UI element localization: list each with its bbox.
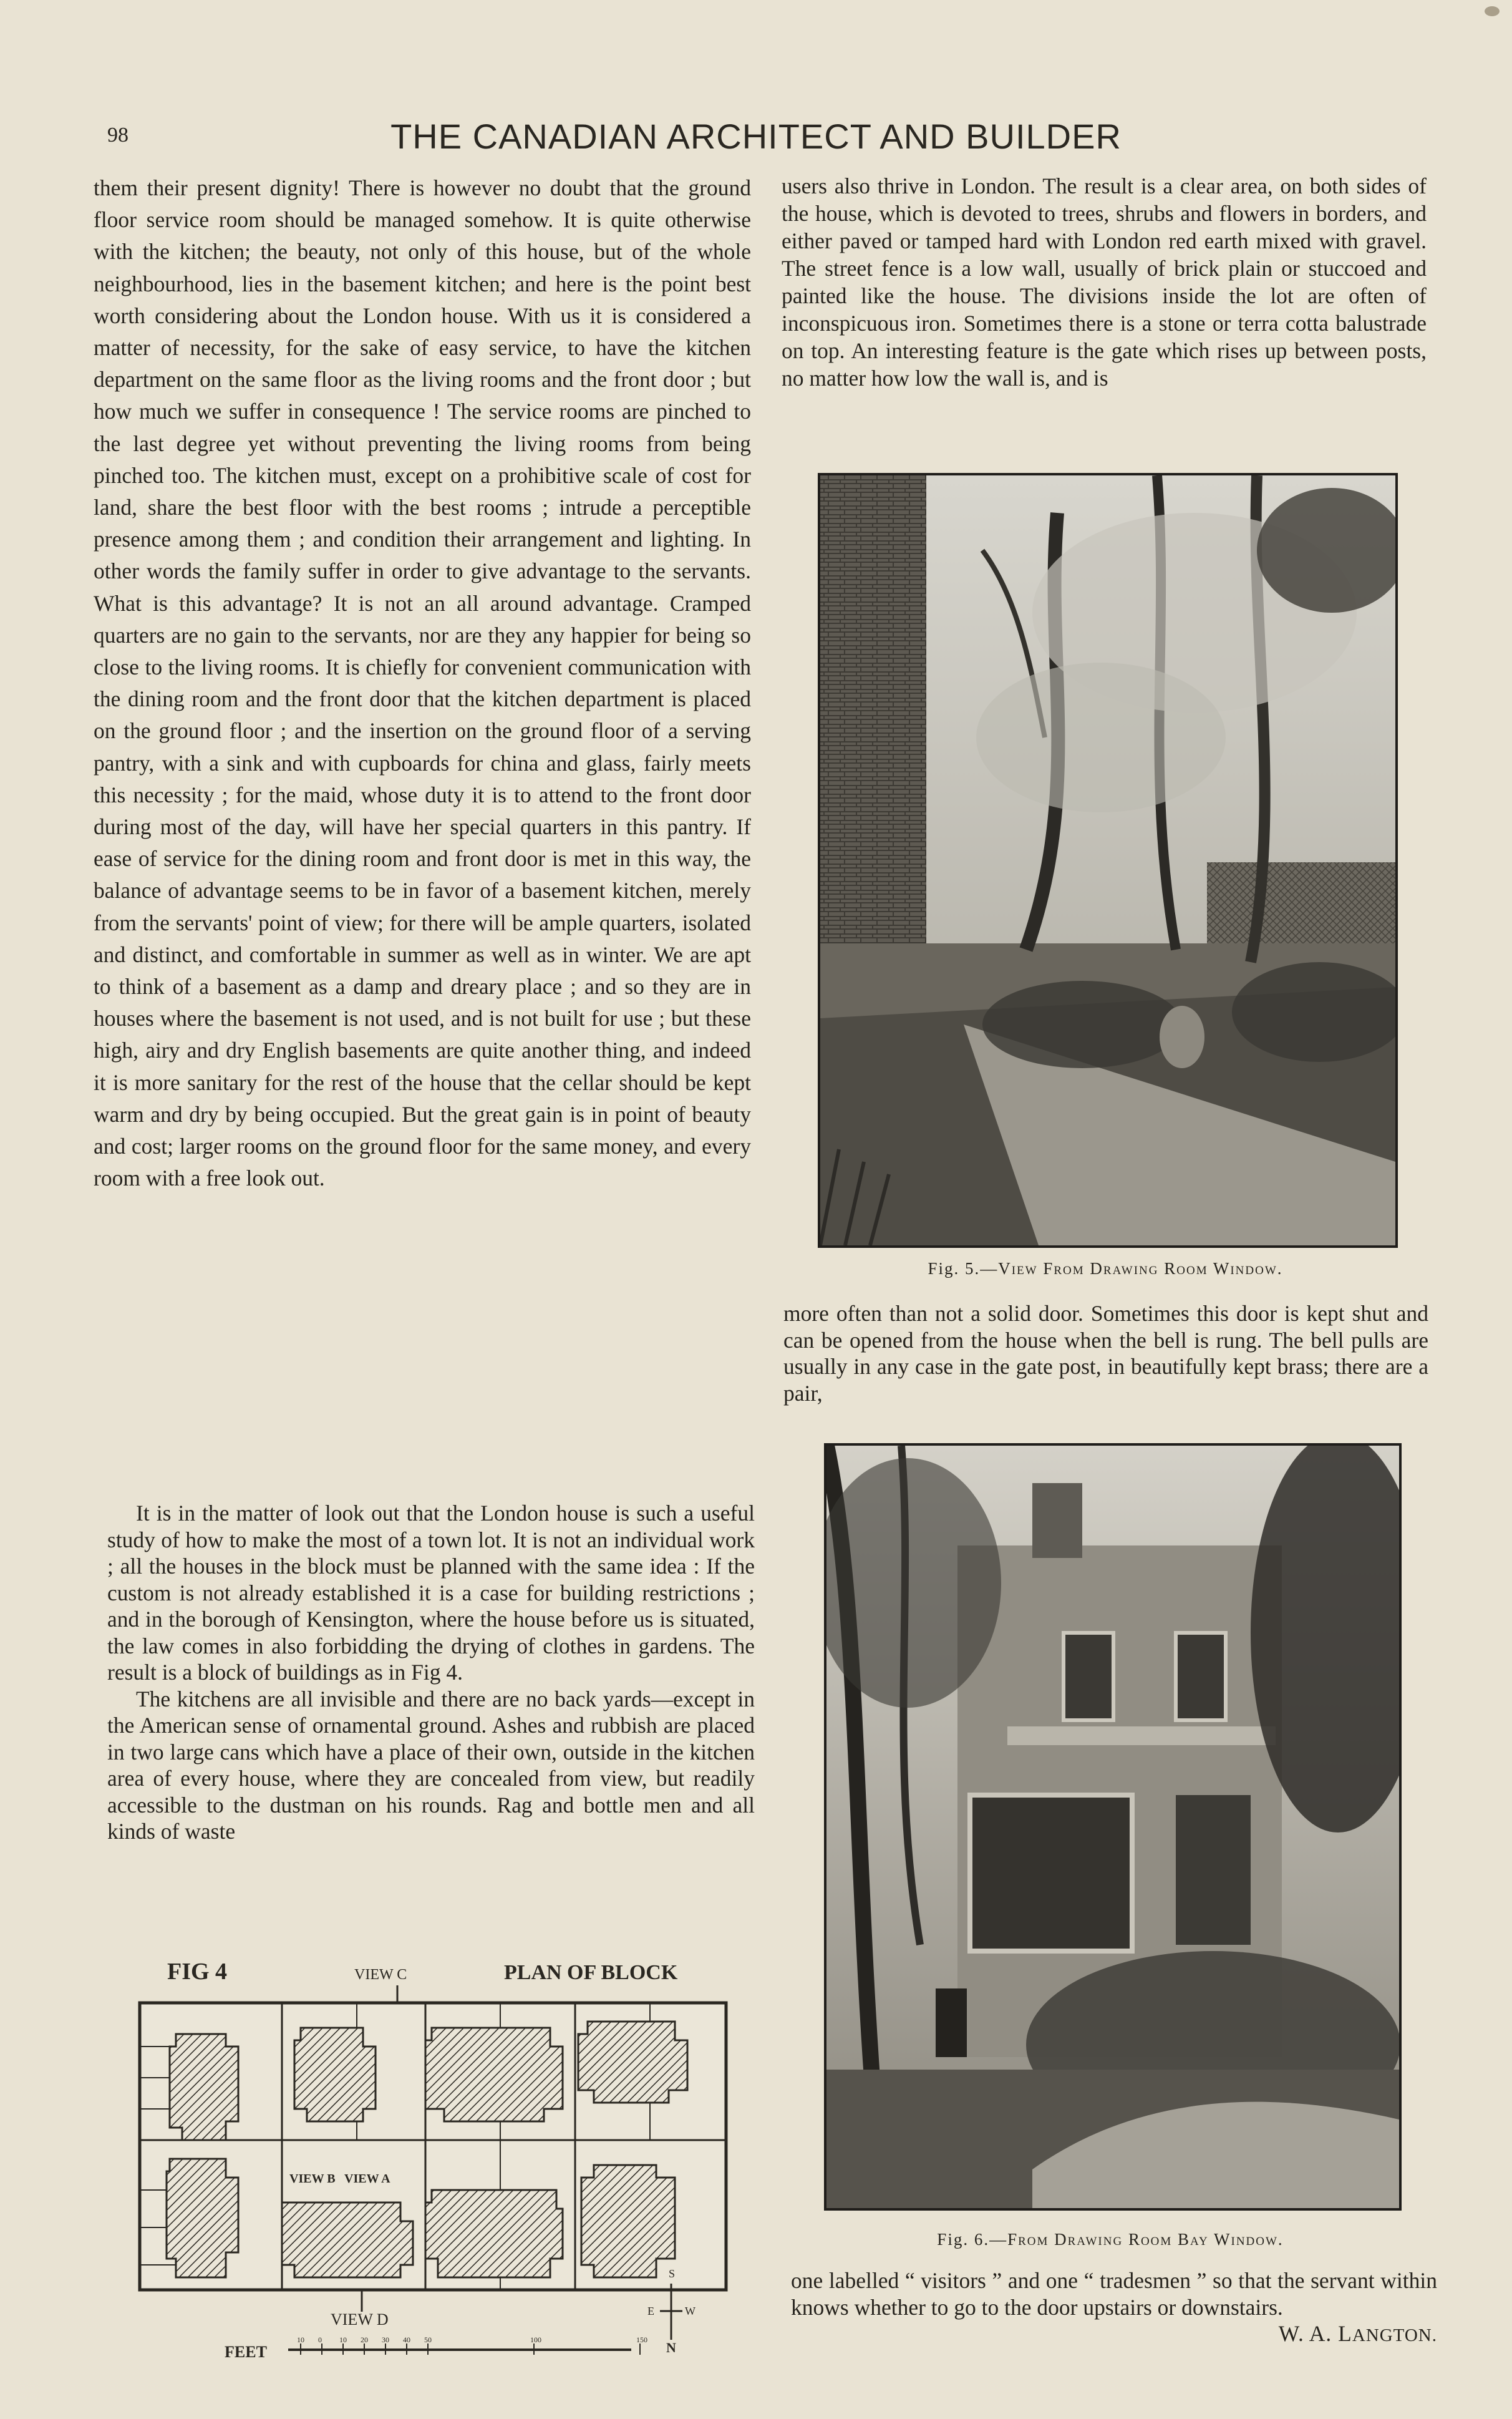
view-d-label: VIEW D — [331, 2310, 389, 2329]
view-a-label: VIEW A — [344, 2172, 390, 2186]
right-column-text-bottom — [791, 2267, 1437, 2349]
scale-tick-label: 20 — [361, 2335, 368, 2344]
scale-tick-label: 150 — [636, 2335, 647, 2344]
author-initials: W. A. L — [1278, 2321, 1352, 2346]
author-signature — [1279, 2320, 1437, 2349]
fig6-photograph — [824, 1443, 1402, 2211]
left-paragraph: It is in the matter of look out that the London house is such a useful study of how to make the most of a town lot. It is not an individual work ; all the houses in the block must be planned with the same idea : If the custom is not already established it is a case for building restrictions ; and in the borough of Kensington, where the house before us is situated, the law comes in also forbidding the drying of clothes in gardens. The result is a block of buildings as in Fig 4. — [107, 1501, 755, 1685]
house-plan — [425, 2190, 563, 2277]
fig6-caption-text: From Drawing Room Bay Window. — [1007, 2230, 1284, 2249]
view-b-label: VIEW B — [289, 2172, 336, 2186]
author-surname: ANGTON. — [1352, 2325, 1437, 2345]
journal-title: THE CANADIAN ARCHITECT AND BUILDER — [390, 117, 1122, 156]
left-column-text — [94, 172, 751, 1195]
fig6-caption-number: Fig. 6.— — [937, 2230, 1008, 2249]
view-c-label: VIEW C — [354, 1967, 407, 1983]
left-paragraph: them their present dignity! There is however no doubt that the ground floor service room should be managed somehow. It is quite otherwise with the kitchen; the beauty, not only of this house, but of the whole neighbourhood, lies in the basement kitchen; and here is the point best worth considering about the London house. With us it is considered a matter of necessity, for the sake of easy service, to have the kitchen department on the same floor as the living rooms and the front door ; but how much we suffer in consequence ! The service rooms are pinched to the last degree yet without preventing the living rooms from being pinched too. The kitchen must, except on a prohibitive scale of cost for land, share the best floor with the best rooms ; intrude a perceptible presence among them ; and condition their arrangement and lighting. In other words the family suffer in order to give advantage to the servants. What is this advantage? It is not an all around advantage. Cramped quarters are no gain to the servants, nor are they any happier for being so close to the living rooms. It is chiefly for convenient communication with the dining room and the front door that the kitchen department is placed on the ground floor ; and the insertion on the ground floor of a serving pantry, with a sink and with cupboards for china and glass, fairly meets this necessity ; for the maid, whose duty it is to attend to the front door during most of the day, will have her special quarters in this pantry. If ease of service for the dining room and front door is met in this way, the balance of advantage seems to be in favor of a basement kitchen, merely from the servants' point of view; for there will be ample quarters, isolated and distinct, and comfortable in summer as well as in winter. We are apt to think of a basement as a damp and dreary place ; and so they are in houses where the basement is not used, and is not built for use ; but these high, airy and dry English basements are quite another thing, and indeed it is more sanitary for the rest of the house that the cellar should be kept warm and dry by being occupied. But the great gain is in point of beauty and cost; larger rooms on the ground floor for the same money, and every room with a free look out. — [94, 175, 751, 1191]
house-plan — [294, 2028, 376, 2121]
scale-tick-label: 10 — [297, 2335, 304, 2344]
scale-label: FEET — [225, 2343, 267, 2361]
scale-tick-label: 50 — [424, 2335, 432, 2344]
garden-view-illustration — [820, 475, 1395, 1245]
fig4-label: FIG 4 — [167, 1959, 228, 1985]
scale-tick-label: 30 — [382, 2335, 389, 2344]
plan-title: PLAN OF BLOCK — [504, 1961, 678, 1984]
right-column-text-middle — [783, 1300, 1428, 1406]
fig5-caption-number: Fig. 5.— — [928, 1259, 999, 1278]
right-paragraph: one labelled “ visitors ” and one “ tradesmen ” so that the servant within knows whether to go to the door upstairs or downstairs. — [791, 2268, 1437, 2320]
page-number: 98 — [107, 124, 128, 147]
house-plan — [425, 2028, 563, 2121]
house-plan — [578, 2022, 687, 2103]
right-paragraph: users also thrive in London. The result is a clear area, on both sides of the house, which is devoted to trees, shrubs and flowers in borders, and either paved or tamped hard with London red earth mixed with gravel. The street fence is a low wall, usually of brick plain or stuccoed and painted like the house. The divisions inside the lot are often of inconspicuous iron. Sometimes there is a stone or terra cotta balustrade on top. An interesting feature is the gate which rises up between posts, no matter how low the wall is, and is — [782, 173, 1427, 391]
scale-tick-label: 100 — [530, 2335, 541, 2344]
fig4-plan-of-block — [132, 1953, 746, 2365]
compass-east: E — [647, 2305, 654, 2317]
scale-tick-label: 40 — [403, 2335, 410, 2344]
right-paragraph: more often than not a solid door. Sometimes this door is kept shut and can be opened from the house when the bell is rung. The bell pulls are usually in any case in the gate post, in beautifully kept brass; there are a pair, — [783, 1301, 1428, 1406]
house-plan — [282, 2202, 413, 2277]
left-column-text-lower — [107, 1500, 755, 1845]
compass-south: S — [669, 2267, 676, 2280]
right-column-text-top — [782, 172, 1427, 392]
house-view-illustration — [826, 1446, 1399, 2208]
fig5-caption — [818, 1259, 1393, 1278]
scale-ticks — [297, 2335, 647, 2355]
left-paragraph: The kitchens are all invisible and there are no back yards—except in the American sense of ornamental ground. Ashes and rubbish are placed in two large cans which have a place of their own, outside in the kitchen area of every house, where they are concealed from view, but readily accessible to the dustman on his rounds. Rag and bottle men and all kinds of waste — [107, 1686, 755, 1844]
compass-west: W — [685, 2305, 695, 2317]
fig5-photograph — [818, 473, 1398, 1248]
scale-tick-label: 10 — [339, 2335, 347, 2344]
fig6-caption — [824, 2230, 1397, 2249]
fig5-caption-text: View From Drawing Room Window. — [998, 1259, 1283, 1278]
scale-tick-label: 0 — [318, 2335, 322, 2344]
ink-stain — [1485, 6, 1500, 16]
compass-north: N — [666, 2340, 676, 2355]
